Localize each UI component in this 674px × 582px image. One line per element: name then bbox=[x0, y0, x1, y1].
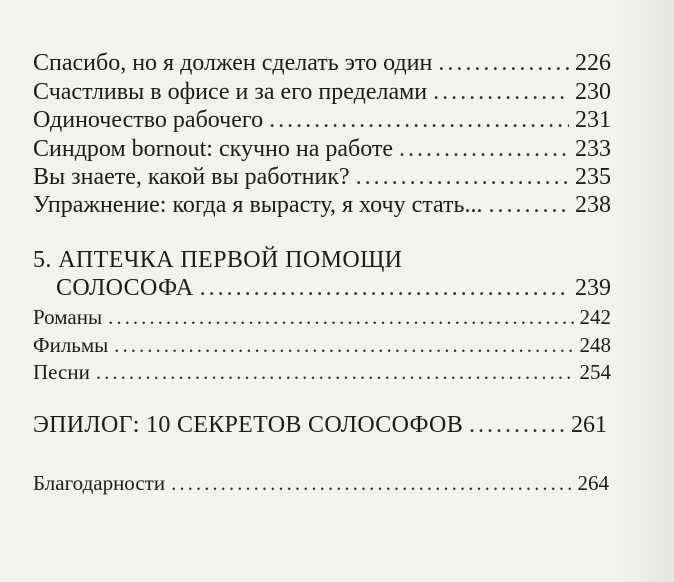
toc-entry-title: Счастливы в офисе и за его пределами bbox=[33, 79, 428, 105]
toc-entry-page: 231 bbox=[575, 107, 611, 133]
toc-entry bbox=[33, 333, 611, 358]
toc-entry-page: 226 bbox=[575, 50, 611, 76]
chapter-5-title-line1: 5. АПТЕЧКА ПЕРВОЙ ПОМОЩИ bbox=[33, 247, 403, 273]
acknowledgements-entry bbox=[33, 471, 609, 496]
chapter-5-title-line2: СОЛОСОФА bbox=[56, 275, 194, 301]
dot-leader bbox=[114, 333, 573, 358]
dot-leader bbox=[488, 192, 569, 219]
dot-leader bbox=[438, 50, 569, 77]
toc-entry-title: Упражнение: когда я вырасту, я хочу стать... bbox=[33, 192, 483, 218]
epilogue-title: ЭПИЛОГ: 10 СЕКРЕТОВ СОЛОСОФОВ bbox=[33, 412, 464, 438]
toc-entry-page: 230 bbox=[575, 79, 611, 105]
toc-entry bbox=[33, 50, 611, 77]
toc-entry bbox=[33, 107, 611, 134]
epilogue-page: 261 bbox=[571, 412, 607, 438]
toc-entry bbox=[33, 360, 611, 385]
toc-entry bbox=[33, 164, 611, 191]
acknowledgements-title: Благодарности bbox=[33, 471, 166, 495]
toc-entry-title: Романы bbox=[33, 305, 103, 329]
toc-entry bbox=[33, 192, 611, 219]
dot-leader bbox=[356, 164, 569, 191]
toc-entry-title: Синдром bornout: скучно на работе bbox=[33, 136, 394, 162]
toc-entry-page: 248 bbox=[579, 333, 611, 357]
dot-leader bbox=[96, 360, 574, 385]
toc-entry-page: 254 bbox=[579, 360, 611, 384]
toc-entry bbox=[33, 305, 611, 330]
toc-entry bbox=[33, 136, 611, 163]
toc-entry-title: Одиночество рабочего bbox=[33, 107, 264, 133]
chapter-5-page: 239 bbox=[575, 275, 611, 301]
toc-entry-title: Спасибо, но я должен сделать это один bbox=[33, 50, 433, 76]
toc-entry-page: 235 bbox=[575, 164, 611, 190]
dot-leader bbox=[399, 136, 569, 163]
epilogue-entry bbox=[33, 412, 607, 439]
dot-leader bbox=[200, 275, 569, 302]
toc-entry-title: Вы знаете, какой вы работник? bbox=[33, 164, 350, 190]
chapter-5-entry bbox=[56, 275, 611, 302]
toc-entry-page: 233 bbox=[575, 136, 611, 162]
dot-leader bbox=[171, 471, 571, 496]
dot-leader bbox=[433, 79, 569, 106]
toc-entry-page: 242 bbox=[579, 305, 611, 329]
dot-leader bbox=[469, 412, 565, 439]
toc-entry bbox=[33, 79, 611, 106]
toc-entry-title: Песни bbox=[33, 360, 90, 384]
acknowledgements-page: 264 bbox=[577, 471, 609, 495]
page-edge-shadow bbox=[614, 0, 674, 582]
dot-leader bbox=[269, 107, 569, 134]
toc-entry-page: 238 bbox=[575, 192, 611, 218]
dot-leader bbox=[108, 305, 573, 330]
toc-entry-title: Фильмы bbox=[33, 333, 109, 357]
